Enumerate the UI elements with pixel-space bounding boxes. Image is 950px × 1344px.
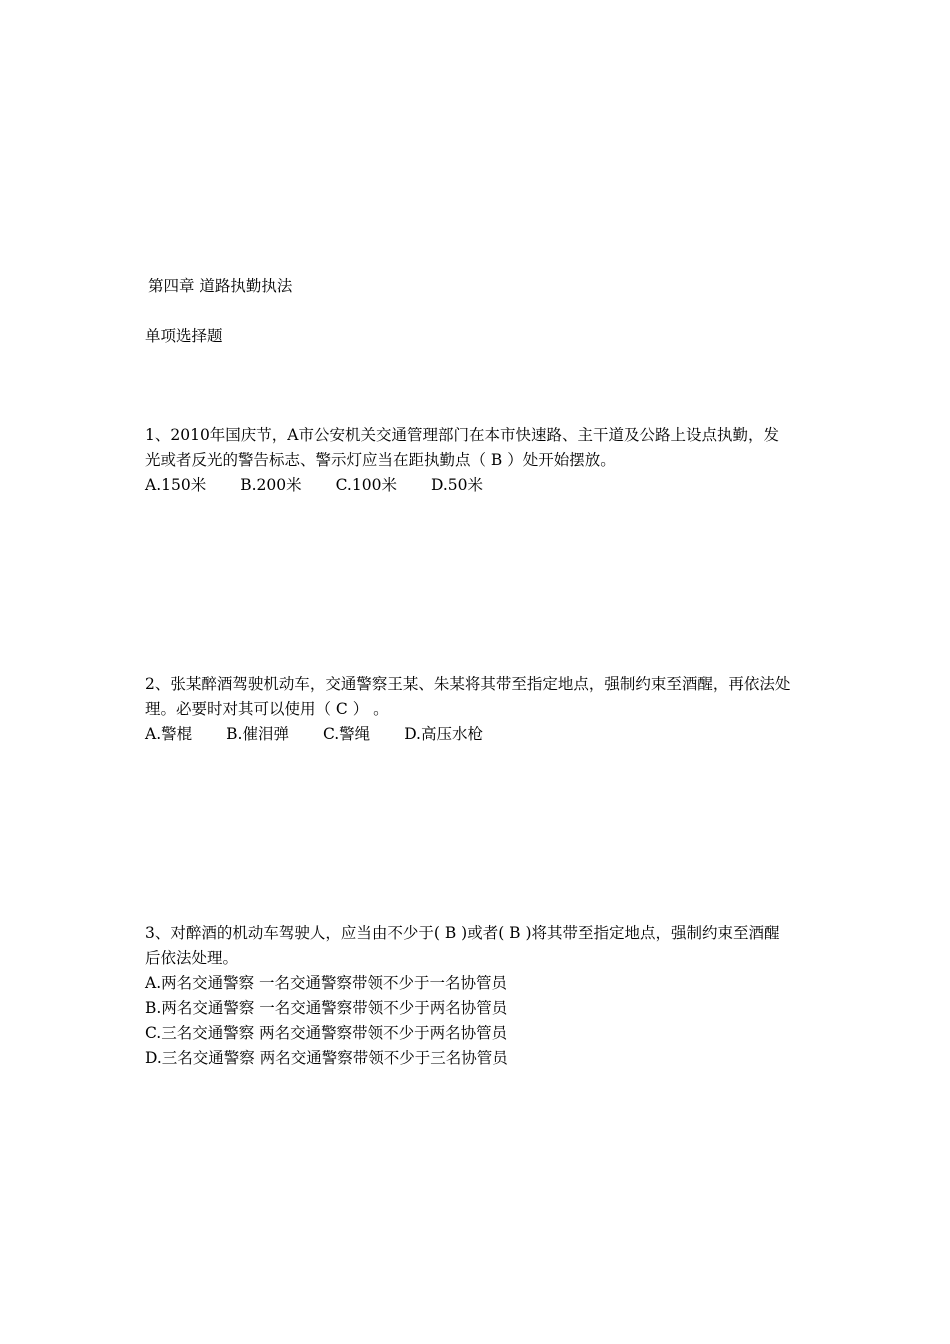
question-3-option-c: C.三名交通警察 两名交通警察带领不少于两名协管员	[145, 1024, 508, 1042]
question-2-option-b: B.催泪弹	[226, 725, 289, 743]
question-3-option-d: D.三名交通警察 两名交通警察带领不少于三名协管员	[145, 1049, 508, 1067]
question-2-stem-line-1: 2、张某醉酒驾驶机动车，交通警察王某、朱某将其带至指定地点，强制约束至酒醒，再依法处	[145, 675, 791, 693]
question-1-options	[145, 473, 779, 498]
question-1-option-b: B.200米	[240, 476, 302, 494]
question-3-option-a: A.两名交通警察 一名交通警察带领不少于一名协管员	[145, 974, 508, 992]
question-1-option-a: A.150米	[145, 476, 207, 494]
question-3	[145, 921, 780, 1071]
question-3-stem-line-1: 3、对醉酒的机动车驾驶人，应当由不少于( B )或者( B )将其带至指定地点，强制约束至酒醒	[145, 924, 780, 942]
question-3-stem-line-2: 后依法处理。	[145, 949, 239, 967]
question-3-option-b: B.两名交通警察 一名交通警察带领不少于两名协管员	[145, 999, 508, 1017]
question-2-options	[145, 722, 790, 747]
question-1	[145, 423, 779, 498]
question-1-stem-line-1: 1、2010年国庆节，A市公安机关交通管理部门在本市快速路、主干道及公路上设点执勤，发	[145, 426, 780, 444]
chapter-title: 第四章 道路执勤执法	[148, 277, 293, 295]
question-1-option-c: C.100米	[335, 476, 397, 494]
question-1-option-d: D.50米	[430, 476, 483, 494]
question-2-option-a: A.警棍	[145, 725, 193, 743]
question-2-option-c: C.警绳	[322, 725, 371, 743]
question-2-option-d: D.高压水枪	[404, 725, 483, 743]
section-title: 单项选择题	[145, 327, 223, 345]
question-2-stem-line-2: 理。必要时对其可以使用（ C ） 。	[145, 700, 389, 718]
question-2	[145, 672, 790, 747]
question-1-stem-line-2: 光或者反光的警告标志、警示灯应当在距执勤点（ B ）处开始摆放。	[145, 451, 616, 469]
